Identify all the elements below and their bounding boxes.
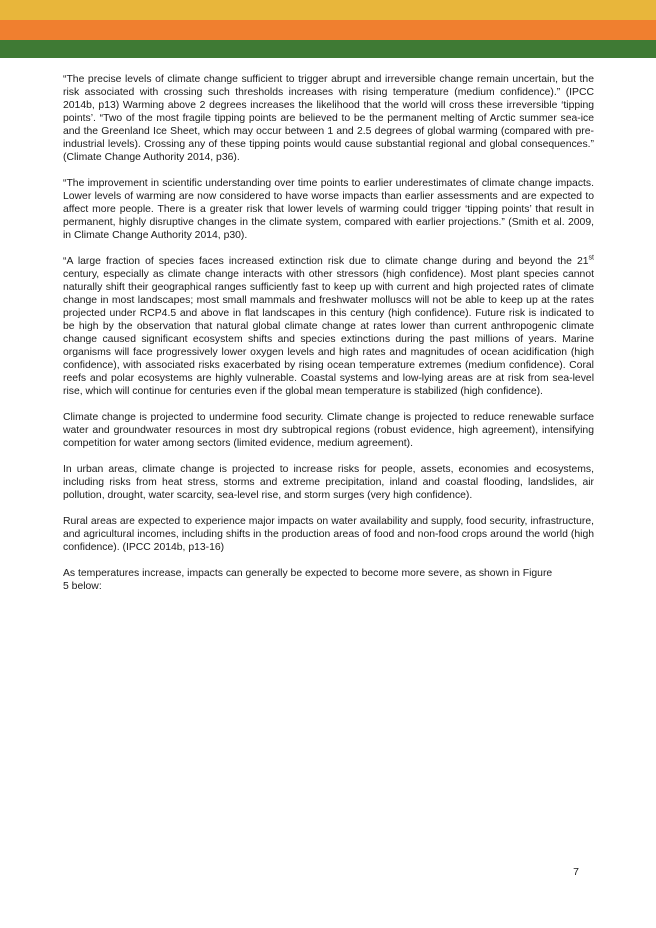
paragraph-urban-areas: In urban areas, climate change is projected to increase risks for people, assets, economies and ecosystems, including risks from heat stress, storms and extreme precipitation, inland and coastal flooding, landslides, air pollution, drought, water scarcity, sea-level rise, and storm surges (very high confidence). bbox=[63, 464, 594, 501]
paragraph-figure-intro: As temperatures increase, impacts can generally be expected to become more severe, as shown in Figure 5 below: bbox=[63, 568, 553, 592]
paragraph-ipcc-thresholds: “The precise levels of climate change sufficient to trigger abrupt and irreversible change remain uncertain, but the risk associated with crossing such thresholds increases with rising temperature (medium confidence).” (IPCC 2014b, p13) Warming above 2 degrees increases the likelihood that the world will cross these irreversible ‘tipping points’. “Two of the most fragile tipping points are believed to be the permanent melting of Arctic summer sea-ice and the Greenland Ice Sheet, which may occur between 1 and 2.5 degrees of global warming (compared with pre-industrial levels). Crossing any of these tipping points would cause substantial regional and global consequences.” (Climate Change Authority 2014, p36). bbox=[63, 74, 594, 163]
paragraph-scientific-understanding: “The improvement in scientific understanding over time points to earlier underestimates of climate change impacts. Lower levels of warming are now considered to have worse impacts than earlier assessments and are expected to affect more people. There is a greater risk that lower levels of warming could trigger ‘tipping points’ that result in permanent, highly disruptive changes in the climate system, compared with earlier projections.” (Smith et al. 2009, in Climate Change Authority 2014, p30). bbox=[63, 178, 594, 241]
paragraph-species-extinction bbox=[63, 255, 594, 398]
paragraph-species-extinction-start: “A large fraction of species faces increased extinction risk due to climate change during and beyond the 21 bbox=[63, 256, 589, 267]
header-band-orange bbox=[0, 20, 656, 40]
paragraph-species-extinction-end: century, especially as climate change interacts with other stressors (high confidence). Most plant species cannot naturally shift their geographical ranges sufficiently fast to keep up with current and high projected rates of climate change in most landscapes; most small mammals and freshwater molluscs will not be able to keep up at the rates projected under RCP4.5 and above in flat landscapes in this century (high confidence). Future risk is indicated to be high by the observation that natural global climate change at rates lower than current anthropogenic climate change caused significant ecosystem shifts and species extinctions during the past millions of years. Marine organisms will face progressively lower oxygen levels and high rates and magnitudes of ocean acidification (high confidence), with associated risks exacerbated by rising ocean temperature extremes (medium confidence). Coral reefs and polar ecosystems are highly vulnerable. Coastal systems and low-lying areas are at risk from sea-level rise, which will continue for centuries even if the global mean temperature is stabilized (high confidence). bbox=[63, 269, 594, 397]
page-number: 7 bbox=[573, 866, 579, 878]
paragraph-food-security: Climate change is projected to undermine food security. Climate change is projected to reduce renewable surface water and groundwater resources in most dry subtropical regions (robust evidence, high agreement), intensifying competition for water among sectors (limited evidence, medium agreement). bbox=[63, 412, 594, 449]
page-body bbox=[63, 73, 594, 606]
paragraph-rural-areas: Rural areas are expected to experience major impacts on water availability and supply, food security, infrastructure, and agricultural incomes, including shifts in the production areas of food and non-food crops around the world (high confidence). (IPCC 2014b, p13-16) bbox=[63, 516, 594, 553]
header-band-green bbox=[0, 40, 656, 58]
ordinal-superscript: st bbox=[588, 254, 594, 262]
header-band-yellow bbox=[0, 0, 656, 20]
